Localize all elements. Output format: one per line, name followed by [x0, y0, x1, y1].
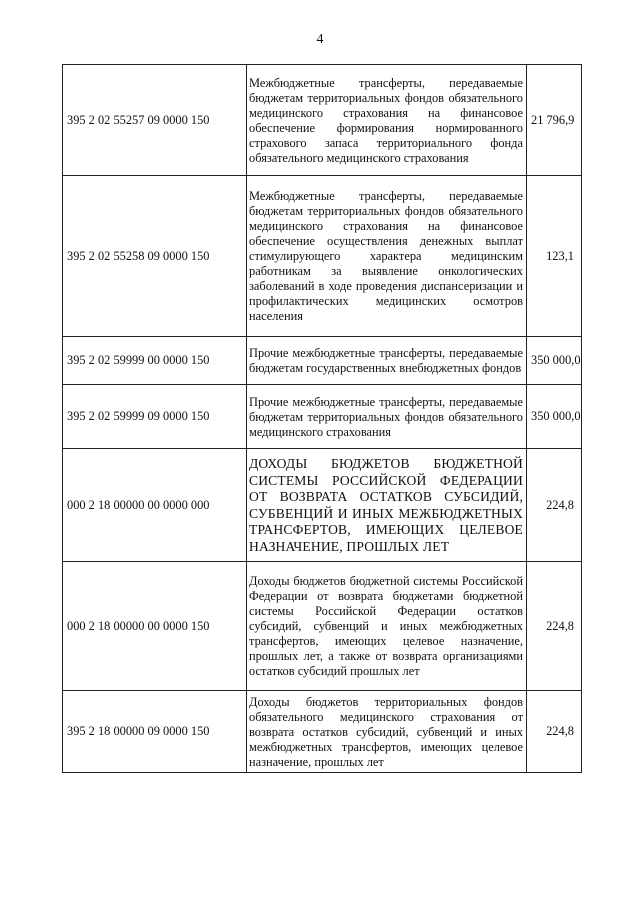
revenue-code-cell: 000 2 18 00000 00 0000 000 — [63, 449, 247, 562]
revenue-amount-cell: 224,8 — [527, 691, 582, 773]
revenue-amount-cell: 350 000,0 — [527, 385, 582, 449]
revenue-code-cell: 395 2 02 55258 09 0000 150 — [63, 176, 247, 337]
revenue-code-cell: 395 2 18 00000 09 0000 150 — [63, 691, 247, 773]
table-row — [63, 691, 582, 773]
revenue-name-cell: Доходы бюджетов территориальных фондов обязательного медицинского страхования от возврата остатков субсидий, субвенций и иных межбюджетных трансфертов, имеющих целевое назначение, прошлых лет — [247, 691, 527, 773]
revenue-amount-cell: 224,8 — [527, 562, 582, 691]
revenue-name-cell: Межбюджетные трансферты, передаваемые бюджетам территориальных фондов обязательного медицинского страхования на финансовое обеспечение формирования нормированного страхового запаса территориального фонда обязательного медицинского страхования — [247, 65, 527, 176]
revenue-name-cell: Межбюджетные трансферты, передаваемые бюджетам территориальных фондов обязательного медицинского страхования на финансовое обеспечение осуществления денежных выплат стимулирующего характера медицинским работникам за выявление онкологических заболеваний в ходе проведения диспансеризации и профилактических медицинских осмотров населения — [247, 176, 527, 337]
revenue-name-cell: Доходы бюджетов бюджетной системы Российской Федерации от возврата бюджетами бюджетной системы Российской Федерации остатков субсидий, субвенций и иных межбюджетных трансфертов, имеющих целевое назначение, прошлых лет, а также от возврата организациями остатков субсидий прошлых лет — [247, 562, 527, 691]
revenue-amount-cell: 123,1 — [527, 176, 582, 337]
revenue-code-cell: 395 2 02 59999 00 0000 150 — [63, 337, 247, 385]
revenue-amount-cell: 350 000,0 — [527, 337, 582, 385]
revenue-code-cell: 395 2 02 55257 09 0000 150 — [63, 65, 247, 176]
budget-revenue-table — [62, 64, 582, 773]
revenue-code-cell: 395 2 02 59999 09 0000 150 — [63, 385, 247, 449]
revenue-code-cell: 000 2 18 00000 00 0000 150 — [63, 562, 247, 691]
revenue-name-cell: Прочие межбюджетные трансферты, передаваемые бюджетам государственных внебюджетных фондов — [247, 337, 527, 385]
revenue-name-cell: Прочие межбюджетные трансферты, передаваемые бюджетам территориальных фондов обязательного медицинского страхования — [247, 385, 527, 449]
table-row — [63, 385, 582, 449]
table-row — [63, 65, 582, 176]
revenue-amount-cell: 224,8 — [527, 449, 582, 562]
table-row — [63, 176, 582, 337]
page-number: 4 — [316, 32, 324, 47]
table-row — [63, 562, 582, 691]
table-row — [63, 449, 582, 562]
table-row — [63, 337, 582, 385]
revenue-amount-cell: 21 796,9 — [527, 65, 582, 176]
revenue-name-cell: ДОХОДЫ БЮДЖЕТОВ БЮДЖЕТНОЙ СИСТЕМЫ РОССИЙСКОЙ ФЕДЕРАЦИИ ОТ ВОЗВРАТА ОСТАТКОВ СУБСИДИЙ, СУБВЕНЦИЙ И ИНЫХ МЕЖБЮДЖЕТНЫХ ТРАНСФЕРТОВ, ИМЕЮЩИХ ЦЕЛЕВОЕ НАЗНАЧЕНИЕ, ПРОШЛЫХ ЛЕТ — [247, 449, 527, 562]
